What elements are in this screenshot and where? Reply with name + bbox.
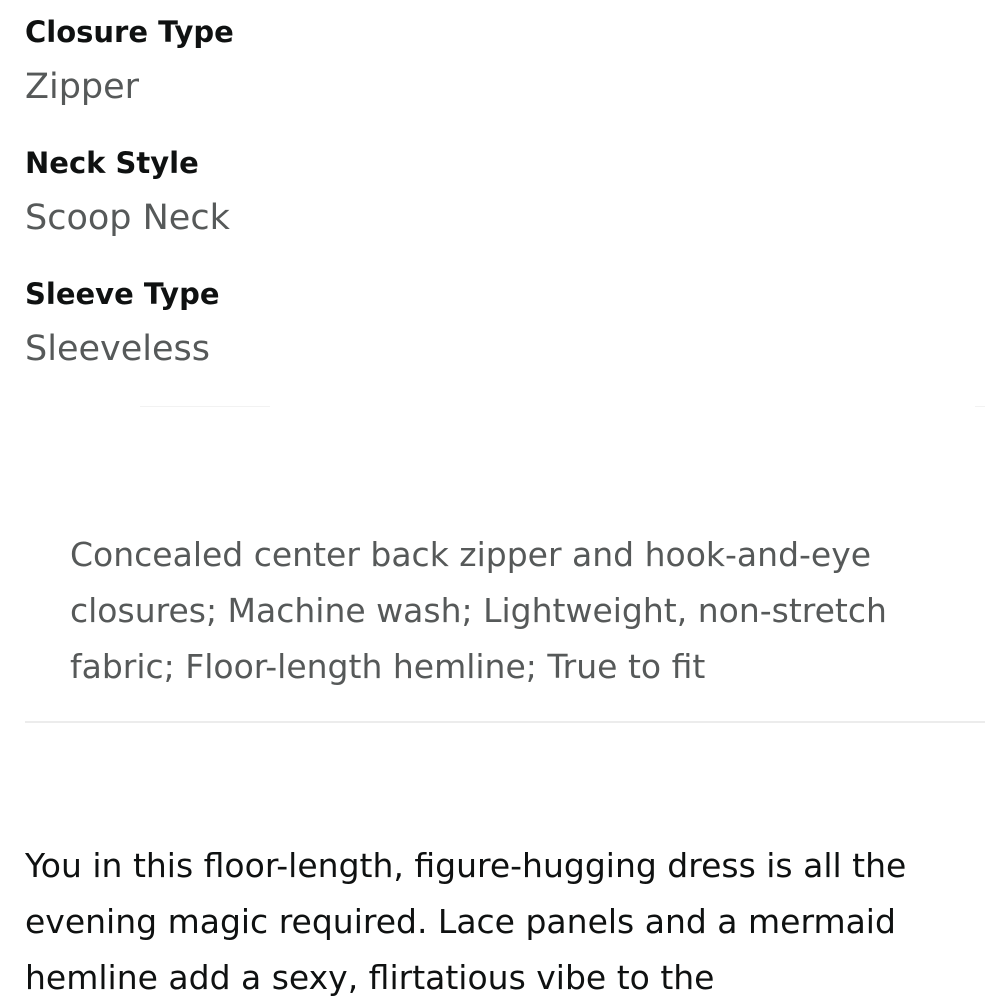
closure-type-value: Zipper (25, 67, 140, 107)
faint-separator (140, 406, 270, 407)
sleeve-type-label: Sleeve Type (25, 277, 220, 311)
sleeve-type-value: Sleeveless (25, 329, 210, 369)
section-divider (25, 721, 985, 723)
faint-separator-end (975, 406, 985, 407)
neck-style-value: Scoop Neck (25, 198, 230, 238)
neck-style-label: Neck Style (25, 146, 199, 180)
product-description-text: You in this floor-length, figure-hugging dress is all the evening magic required. Lace panels and a mermaid hemline add a sexy, flirtatious vibe to the (25, 846, 907, 997)
feature-bullets-text: Concealed center back zipper and hook-and-eye closures; Machine wash; Lightweight, non-stretch fabric; Floor-length hemline; True to fit (70, 535, 887, 686)
closure-type-label: Closure Type (25, 15, 234, 49)
